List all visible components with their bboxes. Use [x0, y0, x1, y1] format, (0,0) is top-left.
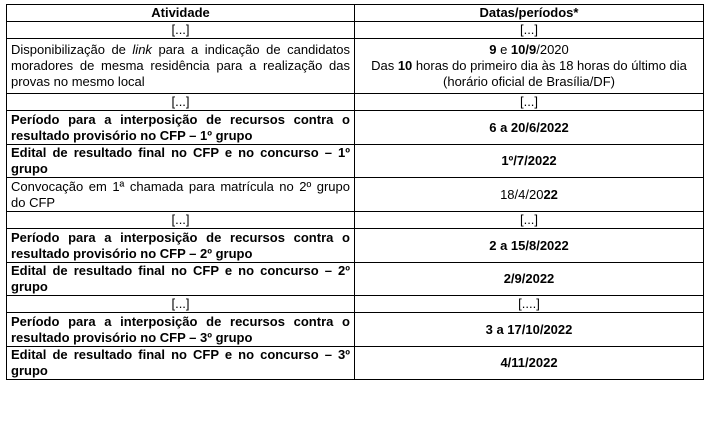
- ellipsis-cell: [....]: [355, 296, 704, 313]
- date-cell: 6 a 20/6/2022: [355, 111, 704, 145]
- date-cell: 3 a 17/10/2022: [355, 313, 704, 347]
- activity-cell: Convocação em 1ª chamada para matrícula no 2º grupo do CFP: [7, 178, 355, 212]
- ellipsis-cell: [...]: [7, 22, 355, 39]
- table-row: [7, 347, 704, 380]
- activity-cell: Período para a interposição de recursos contra o resultado provisório no CFP – 3º grupo: [7, 313, 355, 347]
- activity-cell: Edital de resultado final no CFP e no concurso – 1º grupo: [7, 145, 355, 178]
- schedule-table: [6, 4, 704, 380]
- activity-cell: [7, 39, 355, 94]
- hours-line: Das 10 horas do primeiro dia às 18 horas do último dia (horário oficial de Brasília/DF): [371, 58, 687, 89]
- activity-text: Disponibilização de: [11, 42, 133, 57]
- table-row: [7, 145, 704, 178]
- table-header-row: [7, 5, 704, 22]
- table-row: [7, 313, 704, 347]
- activity-cell: Período para a interposição de recursos contra o resultado provisório no CFP – 1º grupo: [7, 111, 355, 145]
- ellipsis-cell: [...]: [7, 212, 355, 229]
- table-row: [7, 111, 704, 145]
- table-row: [7, 263, 704, 296]
- date-cell: 4/11/2022: [355, 347, 704, 380]
- date-cell: 18/4/2022: [355, 178, 704, 212]
- ellipsis-cell: [...]: [355, 94, 704, 111]
- date-cell: 2/9/2022: [355, 263, 704, 296]
- table-row: [7, 22, 704, 39]
- ellipsis-cell: [...]: [355, 212, 704, 229]
- table-row: [7, 94, 704, 111]
- table-row: [7, 178, 704, 212]
- activity-cell: Período para a interposição de recursos contra o resultado provisório no CFP – 2º grupo: [7, 229, 355, 263]
- header-datas: Datas/períodos*: [355, 5, 704, 22]
- date-cell: 2 a 15/8/2022: [355, 229, 704, 263]
- table-row: [7, 212, 704, 229]
- date-cell: 1º/7/2022: [355, 145, 704, 178]
- ellipsis-cell: [...]: [7, 296, 355, 313]
- table-row: [7, 296, 704, 313]
- date-line: 9 e 10/9/2020: [489, 42, 569, 57]
- activity-link-word: link: [132, 42, 152, 57]
- activity-cell: Edital de resultado final no CFP e no concurso – 2º grupo: [7, 263, 355, 296]
- ellipsis-cell: [...]: [355, 22, 704, 39]
- ellipsis-cell: [...]: [7, 94, 355, 111]
- header-atividade: Atividade: [7, 5, 355, 22]
- activity-text: para a indicação de candidatos moradores de mesma residência para a realização das provas no mesmo local: [11, 42, 350, 89]
- table-row: [7, 229, 704, 263]
- activity-cell: Edital de resultado final no CFP e no concurso – 3º grupo: [7, 347, 355, 380]
- date-cell: [355, 39, 704, 94]
- table-row: [7, 39, 704, 94]
